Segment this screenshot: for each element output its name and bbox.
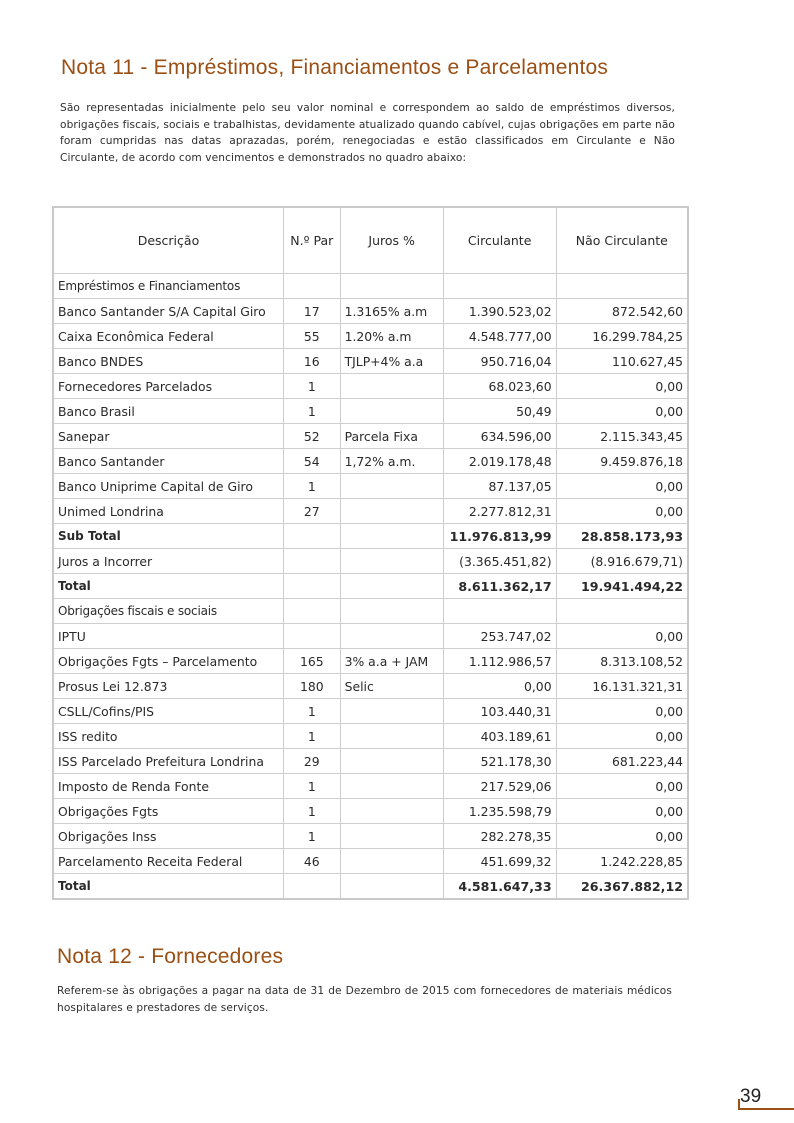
cell-juros <box>340 774 443 799</box>
cell-descricao: Total <box>53 574 283 599</box>
header-nao-circulante: Não Circulante <box>556 207 688 274</box>
cell-juros <box>340 499 443 524</box>
cell-n-par <box>283 524 340 549</box>
cell-nao-circulante: 2.115.343,45 <box>556 424 688 449</box>
cell-circulante: 87.137,05 <box>443 474 556 499</box>
cell-circulante: 2.019.178,48 <box>443 449 556 474</box>
cell-descricao: Prosus Lei 12.873 <box>53 674 283 699</box>
cell-juros <box>340 399 443 424</box>
table-row <box>53 749 688 774</box>
cell-circulante: 282.278,35 <box>443 824 556 849</box>
header-n-par: N.º Par <box>283 207 340 274</box>
cell-n-par: 1 <box>283 799 340 824</box>
cell-juros <box>340 799 443 824</box>
cell-n-par: 1 <box>283 699 340 724</box>
cell-circulante: 0,00 <box>443 674 556 699</box>
table-row <box>53 499 688 524</box>
cell-circulante: 1.390.523,02 <box>443 299 556 324</box>
cell-n-par <box>283 549 340 574</box>
cell-n-par: 1 <box>283 474 340 499</box>
cell-juros: 1.3165% a.m <box>340 299 443 324</box>
cell-nao-circulante: 0,00 <box>556 499 688 524</box>
cell-n-par: 180 <box>283 674 340 699</box>
cell-juros <box>340 624 443 649</box>
cell-n-par: 1 <box>283 399 340 424</box>
cell-circulante: 950.716,04 <box>443 349 556 374</box>
cell-juros <box>340 749 443 774</box>
cell-n-par: 52 <box>283 424 340 449</box>
cell-circulante: 4.548.777,00 <box>443 324 556 349</box>
table-row <box>53 774 688 799</box>
cell-n-par <box>283 574 340 599</box>
cell-juros <box>340 274 443 299</box>
loans-table <box>52 206 689 900</box>
cell-circulante: 2.277.812,31 <box>443 499 556 524</box>
cell-descricao: Obrigações Inss <box>53 824 283 849</box>
cell-descricao: Obrigações Fgts – Parcelamento <box>53 649 283 674</box>
cell-circulante: 11.976.813,99 <box>443 524 556 549</box>
cell-juros <box>340 874 443 900</box>
header-juros: Juros % <box>340 207 443 274</box>
cell-juros: Selic <box>340 674 443 699</box>
table-row <box>53 299 688 324</box>
cell-n-par: 165 <box>283 649 340 674</box>
cell-descricao: Fornecedores Parcelados <box>53 374 283 399</box>
page-number: 39 <box>740 1086 762 1107</box>
table-row <box>53 799 688 824</box>
cell-nao-circulante: 9.459.876,18 <box>556 449 688 474</box>
cell-descricao: Imposto de Renda Fonte <box>53 774 283 799</box>
cell-juros: 1,72% a.m. <box>340 449 443 474</box>
cell-nao-circulante: 0,00 <box>556 724 688 749</box>
cell-descricao: Banco Brasil <box>53 399 283 424</box>
total-row <box>53 524 688 549</box>
table-row <box>53 849 688 874</box>
cell-nao-circulante: 0,00 <box>556 824 688 849</box>
cell-nao-circulante: 1.242.228,85 <box>556 849 688 874</box>
cell-circulante: 217.529,06 <box>443 774 556 799</box>
cell-n-par: 1 <box>283 724 340 749</box>
cell-circulante: 1.235.598,79 <box>443 799 556 824</box>
cell-juros <box>340 849 443 874</box>
cell-circulante: 521.178,30 <box>443 749 556 774</box>
cell-nao-circulante: 16.299.784,25 <box>556 324 688 349</box>
header-circulante: Circulante <box>443 207 556 274</box>
cell-n-par: 16 <box>283 349 340 374</box>
cell-n-par: 1 <box>283 824 340 849</box>
cell-circulante: 103.440,31 <box>443 699 556 724</box>
table-row <box>53 474 688 499</box>
total-row <box>53 874 688 900</box>
cell-descricao: CSLL/Cofins/PIS <box>53 699 283 724</box>
cell-nao-circulante: 0,00 <box>556 774 688 799</box>
cell-n-par: 27 <box>283 499 340 524</box>
nota-11-paragraph: São representadas inicialmente pelo seu valor nominal e correspondem ao saldo de empréstimos diversos, obrigações fiscais, sociais e trabalhistas, devidamente atualizado quando cabível, cujas obrigações em parte não foram cumpridas nas datas aprazadas, porém, renegociadas e estão classificados em Circulante e Não Circulante, de acordo com vencimentos e demonstrados no quadro abaixo: <box>60 102 675 164</box>
cell-descricao: IPTU <box>53 624 283 649</box>
table-row <box>53 824 688 849</box>
table-row <box>53 324 688 349</box>
cell-nao-circulante: 0,00 <box>556 624 688 649</box>
cell-nao-circulante: (8.916.679,71) <box>556 549 688 574</box>
header-descricao: Descrição <box>53 207 283 274</box>
cell-nao-circulante: 110.627,45 <box>556 349 688 374</box>
cell-descricao: Sanepar <box>53 424 283 449</box>
cell-circulante: 50,49 <box>443 399 556 424</box>
table-row <box>53 724 688 749</box>
total-row <box>53 574 688 599</box>
cell-circulante <box>443 599 556 624</box>
cell-descricao: Parcelamento Receita Federal <box>53 849 283 874</box>
cell-circulante: 68.023,60 <box>443 374 556 399</box>
cell-juros <box>340 549 443 574</box>
section-row <box>53 274 688 299</box>
cell-descricao: Banco Santander <box>53 449 283 474</box>
cell-nao-circulante: 0,00 <box>556 399 688 424</box>
cell-descricao: Total <box>53 874 283 900</box>
cell-nao-circulante <box>556 274 688 299</box>
cell-nao-circulante: 26.367.882,12 <box>556 874 688 900</box>
cell-circulante: 8.611.362,17 <box>443 574 556 599</box>
cell-nao-circulante: 0,00 <box>556 799 688 824</box>
cell-descricao: Juros a Incorrer <box>53 549 283 574</box>
nota-11-title: Nota 11 - Empréstimos, Financiamentos e Parcelamentos <box>61 56 609 79</box>
cell-circulante: 1.112.986,57 <box>443 649 556 674</box>
table-row <box>53 649 688 674</box>
cell-nao-circulante <box>556 599 688 624</box>
cell-n-par: 1 <box>283 374 340 399</box>
cell-descricao: Empréstimos e Financiamentos <box>53 274 283 299</box>
cell-juros: 3% a.a + JAM <box>340 649 443 674</box>
cell-nao-circulante: 16.131.321,31 <box>556 674 688 699</box>
cell-n-par: 54 <box>283 449 340 474</box>
table-row <box>53 699 688 724</box>
cell-nao-circulante: 0,00 <box>556 374 688 399</box>
cell-descricao: Unimed Londrina <box>53 499 283 524</box>
cell-nao-circulante: 872.542,60 <box>556 299 688 324</box>
cell-circulante: 253.747,02 <box>443 624 556 649</box>
cell-descricao: Banco Santander S/A Capital Giro <box>53 299 283 324</box>
cell-n-par: 17 <box>283 299 340 324</box>
cell-circulante: 451.699,32 <box>443 849 556 874</box>
cell-circulante: 4.581.647,33 <box>443 874 556 900</box>
cell-circulante: 634.596,00 <box>443 424 556 449</box>
cell-circulante: (3.365.451,82) <box>443 549 556 574</box>
table-row <box>53 424 688 449</box>
table-body <box>53 274 688 900</box>
cell-juros <box>340 699 443 724</box>
cell-descricao: Obrigações Fgts <box>53 799 283 824</box>
cell-descricao: ISS redito <box>53 724 283 749</box>
cell-n-par: 55 <box>283 324 340 349</box>
nota-12-paragraph: Referem-se às obrigações a pagar na data de 31 de Dezembro de 2015 com fornecedores de materiais médicos hospitalares e prestadores de serviços. <box>57 985 672 1014</box>
table-row <box>53 374 688 399</box>
cell-juros <box>340 824 443 849</box>
table-row <box>53 674 688 699</box>
cell-juros <box>340 574 443 599</box>
page-number-underline <box>738 1108 794 1110</box>
cell-juros <box>340 524 443 549</box>
table-row <box>53 549 688 574</box>
section-row <box>53 599 688 624</box>
cell-circulante <box>443 274 556 299</box>
cell-n-par <box>283 599 340 624</box>
table-row <box>53 349 688 374</box>
cell-descricao: Caixa Econômica Federal <box>53 324 283 349</box>
cell-circulante: 403.189,61 <box>443 724 556 749</box>
cell-descricao: Banco BNDES <box>53 349 283 374</box>
cell-n-par: 29 <box>283 749 340 774</box>
cell-juros: 1.20% a.m <box>340 324 443 349</box>
cell-n-par: 46 <box>283 849 340 874</box>
cell-descricao: Banco Uniprime Capital de Giro <box>53 474 283 499</box>
cell-juros <box>340 374 443 399</box>
table-row <box>53 624 688 649</box>
table-row <box>53 399 688 424</box>
cell-descricao: Sub Total <box>53 524 283 549</box>
cell-juros: TJLP+4% a.a <box>340 349 443 374</box>
cell-juros <box>340 599 443 624</box>
table-header-row <box>53 207 688 274</box>
cell-nao-circulante: 681.223,44 <box>556 749 688 774</box>
cell-juros <box>340 724 443 749</box>
table-row <box>53 449 688 474</box>
cell-nao-circulante: 0,00 <box>556 699 688 724</box>
cell-n-par <box>283 274 340 299</box>
cell-juros: Parcela Fixa <box>340 424 443 449</box>
nota-12-title: Nota 12 - Fornecedores <box>57 945 284 968</box>
cell-n-par: 1 <box>283 774 340 799</box>
cell-juros <box>340 474 443 499</box>
cell-descricao: ISS Parcelado Prefeitura Londrina <box>53 749 283 774</box>
cell-n-par <box>283 624 340 649</box>
cell-n-par <box>283 874 340 900</box>
cell-nao-circulante: 8.313.108,52 <box>556 649 688 674</box>
cell-nao-circulante: 28.858.173,93 <box>556 524 688 549</box>
cell-nao-circulante: 0,00 <box>556 474 688 499</box>
cell-descricao: Obrigações fiscais e sociais <box>53 599 283 624</box>
cell-nao-circulante: 19.941.494,22 <box>556 574 688 599</box>
